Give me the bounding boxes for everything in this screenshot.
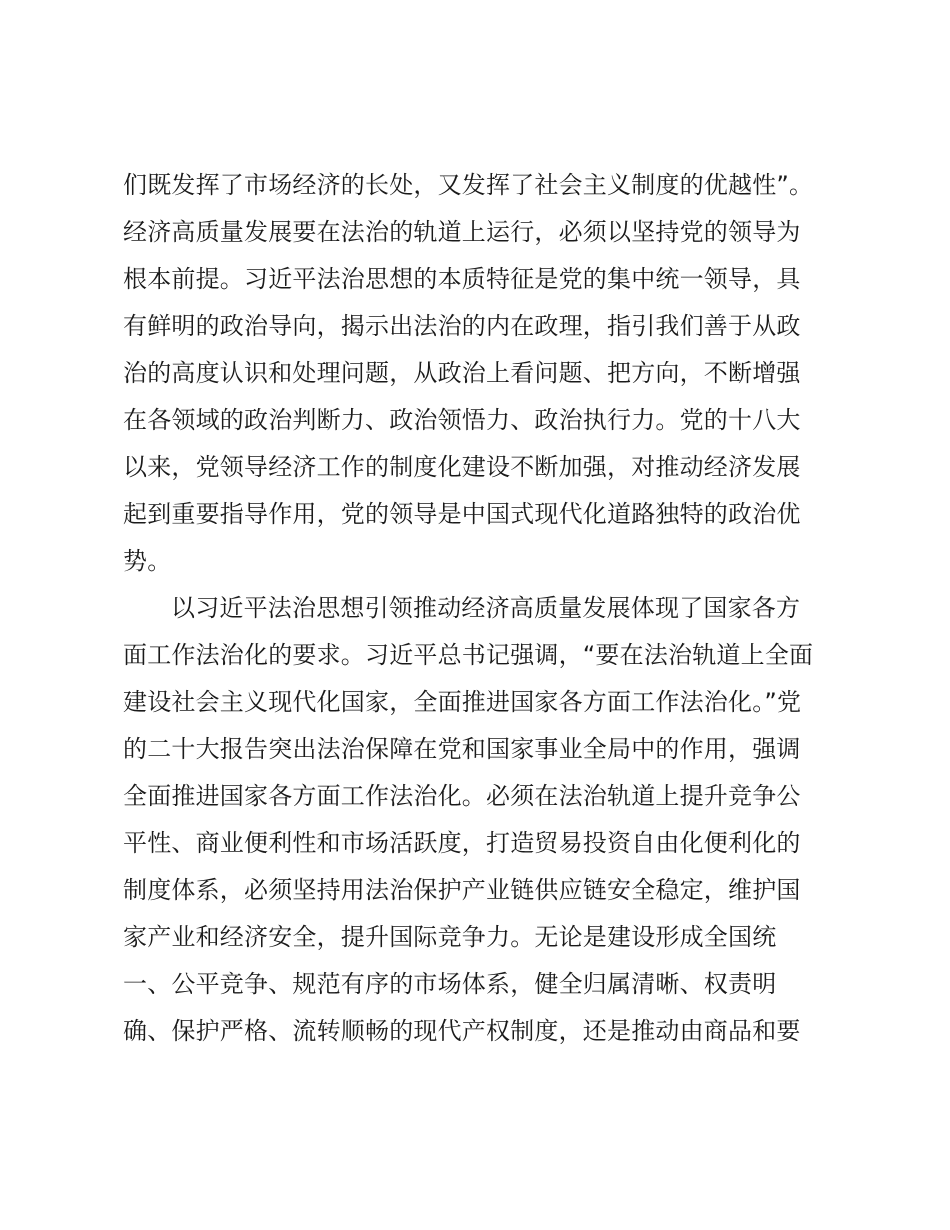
text-line: 平性、商业便利性和市场活跃度，打造贸易投资自由化便利化的 [123, 829, 801, 857]
text-line: 制度体系，必须坚持用法治保护产业链供应链安全稳定，维护国 [123, 876, 801, 904]
text-line: 起到重要指导作用，党的领导是中国式现代化道路独特的政治优 [123, 500, 801, 528]
text-line: 确、保护严格、流转顺畅的现代产权制度，还是推动由商品和要 [123, 1017, 801, 1045]
text-line: 全面推进国家各方面工作法治化。必须在法治轨道上提升竞争公 [123, 782, 801, 810]
text-line: 建设社会主义现代化国家，全面推进国家各方面工作法治化。”党 [123, 688, 802, 716]
text-line: 面工作法治化的要求。习近平总书记强调，“要在法治轨道上全面 [123, 641, 814, 669]
text-line: 势。 [123, 547, 172, 575]
text-line: 家产业和经济安全，提升国际竞争力。无论是建设形成全国统 [123, 923, 777, 951]
text-line: 经济高质量发展要在法治的轨道上运行，必须以坚持党的领导为 [123, 218, 801, 246]
text-line: 一、公平竞争、规范有序的市场体系，健全归属清晰、权责明 [123, 970, 777, 998]
text-line: 治的高度认识和处理问题，从政治上看问题、把方向，不断增强 [123, 359, 801, 387]
text-line: 以来，党领导经济工作的制度化建设不断加强，对推动经济发展 [123, 453, 801, 481]
text-line: 的二十大报告突出法治保障在党和国家事业全局中的作用，强调 [123, 735, 801, 763]
text-line: 有鲜明的政治导向，揭示出法治的内在政理，指引我们善于从政 [123, 312, 801, 340]
text-line: 根本前提。习近平法治思想的本质特征是党的集中统一领导，具 [123, 265, 801, 293]
paragraph-first-line: 以习近平法治思想引领推动经济高质量发展体现了国家各方 [171, 594, 801, 622]
text-line: 在各领域的政治判断力、政治领悟力、政治执行力。党的十八大 [123, 406, 801, 434]
text-line: 们既发挥了市场经济的长处，又发挥了社会主义制度的优越性”。 [123, 171, 814, 199]
